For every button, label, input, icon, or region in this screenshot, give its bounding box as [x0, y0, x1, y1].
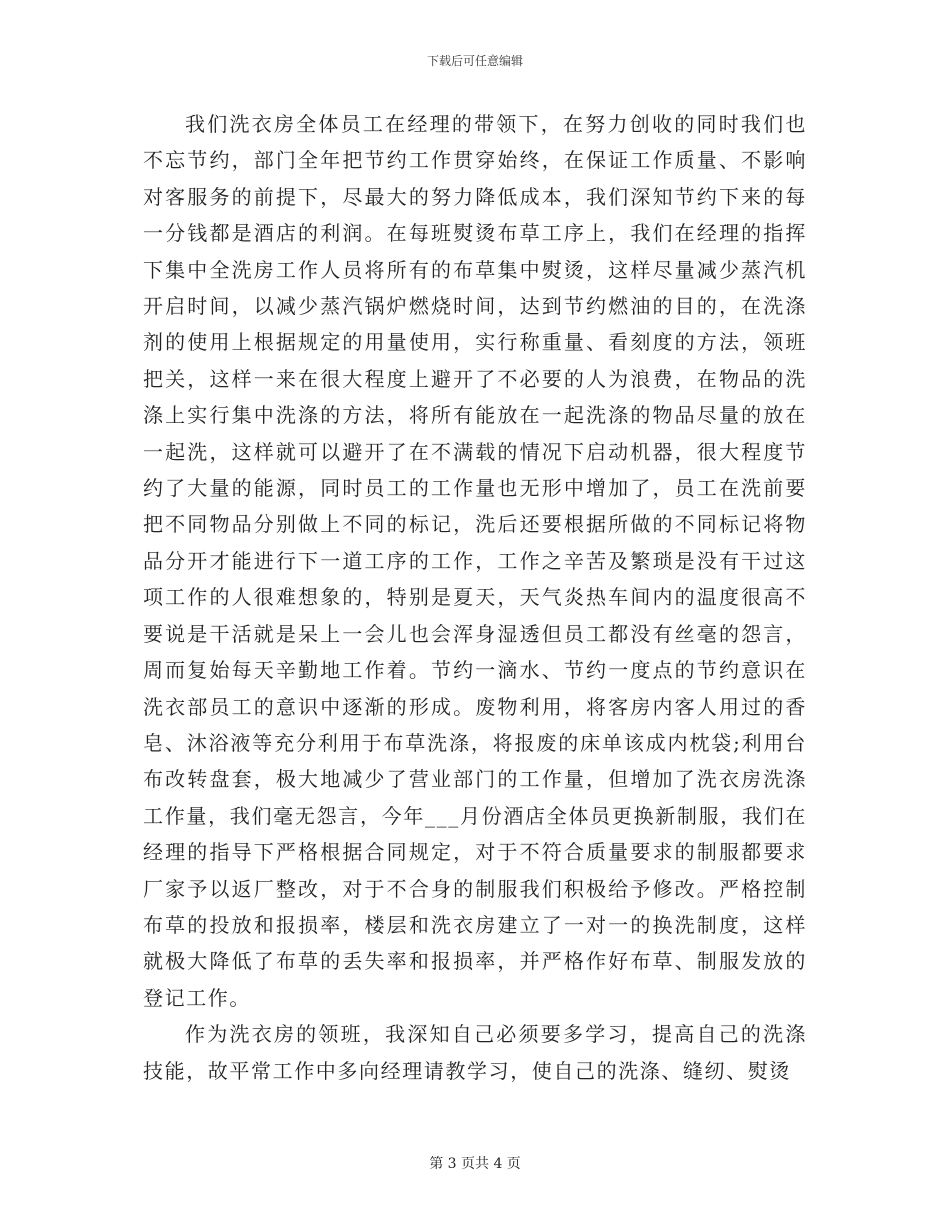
- paragraph-1: 我们洗衣房全体员工在经理的带领下，在努力创收的同时我们也不忘节约，部门全年把节约工作贯穿始终，在保证工作质量、不影响对客服务的前提下，尽最大的努力降低成本，我们深知节约下来的每一分钱都是酒店的利润。在每班熨烫布草工序上，我们在经理的指挥下集中全洗房工作人员将所有的布草集中熨烫，这样尽量减少蒸汽机开启时间，以减少蒸汽锅炉燃烧时间，达到节约燃油的目的，在洗涤剂的使用上根据规定的用量使用，实行称重量、看刻度的方法，领班把关，这样一来在很大程度上避开了不必要的人为浪费，在物品的洗涤上实行集中洗涤的方法，将所有能放在一起洗涤的物品尽量的放在一起洗，这样就可以避开了在不满载的情况下启动机器，很大程度节约了大量的能源，同时员工的工作量也无形中增加了，员工在洗前要把不同物品分别做上不同的标记，洗后还要根据所做的不同标记将物品分开才能进行下一道工序的工作，工作之辛苦及繁琐是没有干过这项工作的人很难想象的，特别是夏天，天气炎热车间内的温度很高不要说是干活就是呆上一会儿也会浑身湿透但员工都没有丝毫的怨言，周而复始每天辛勤地工作着。节约一滴水、节约一度点的节约意识在洗衣部员工的意识中逐渐的形成。废物利用，将客房内客人用过的香皂、沐浴液等充分利用于布草洗涤，将报废的床单该成内枕袋;利用台布改转盘套，极大地减少了营业部门的工作量，但增加了洗衣房洗涤工作量，我们毫无怨言，今年___月份酒店全体员更换新制服，我们在经理的指导下严格根据合同规定，对于不符合质量要求的制服都要求厂家予以返厂整改，对于不合身的制服我们积极给予修改。严格控制布草的投放和报损率，楼层和洗衣房建立了一对一的换洗制度，这样就极大降低了布草的丢失率和报损率，并严格作好布草、制服发放的登记工作。: [143, 112, 807, 1010]
- page-header: 下载后可任意编辑: [426, 54, 523, 68]
- page-number-footer: 第 3 页共 4 页: [429, 1156, 521, 1172]
- paragraph-2: 作为洗衣房的领班，我深知自己必须要多学习，提高自己的洗涤技能，故平常工作中多向经理请教学习，使自己的洗涤、缝纫、熨烫: [143, 1022, 807, 1083]
- document-body: [143, 106, 807, 1089]
